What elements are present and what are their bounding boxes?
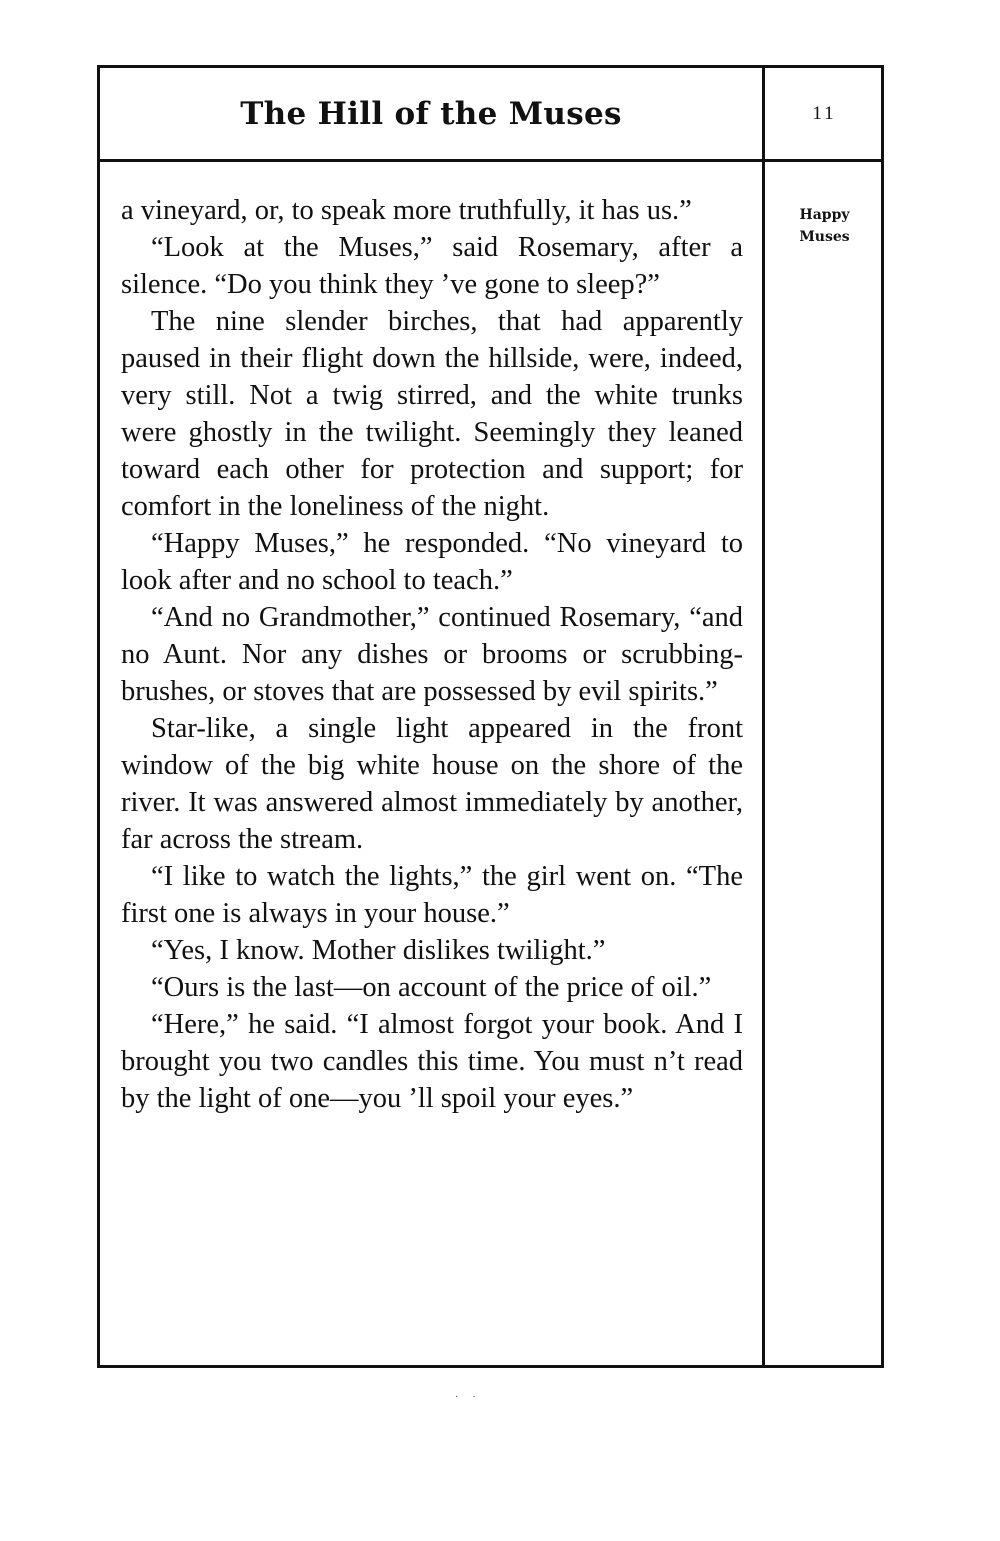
margin-note-line: Muses: [799, 229, 850, 245]
scan-specks: ··: [455, 1392, 490, 1403]
paragraph: “And no Grandmother,” continued Rosemary, “and no Aunt. Nor any dishes or brooms or scrubbing-brushes, or stoves that are possessed by evil spirits.”: [121, 602, 743, 707]
paragraph: “I like to watch the lights,” the girl went on. “The first one is always in your house.”: [121, 861, 743, 929]
paragraph: Star-like, a single light appeared in the front window of the big white house on the shore of the river. It was answered almost immediately by another, far across the stream.: [121, 713, 743, 855]
margin-note: [765, 204, 884, 248]
paragraph: a vineyard, or, to speak more truthfully, it has us.”: [121, 195, 692, 226]
paragraph: “Here,” he said. “I almost forgot your book. And I brought you two candles this time. You must n’t read by the light of one—you ’ll spoil your eyes.”: [121, 1009, 743, 1114]
margin-note-line: Happy: [799, 207, 850, 223]
page-number: 11: [812, 102, 837, 124]
page-frame: [97, 65, 884, 1368]
paragraph: “Look at the Muses,” said Rosemary, after a silence. “Do you think they ’ve gone to sleep?”: [121, 232, 743, 300]
body-text: [121, 192, 743, 1117]
paragraph: “Yes, I know. Mother dislikes twilight.”: [151, 935, 606, 966]
paragraph: “Happy Muses,” he responded. “No vineyard to look after and no school to teach.”: [121, 528, 743, 596]
margin-column-divider: [762, 68, 765, 1365]
paragraph: “Ours is the last—on account of the price of oil.”: [151, 972, 712, 1003]
paragraph: The nine slender birches, that had apparently paused in their flight down the hillside, were, indeed, very still. Not a twig stirred, and the white trunks were ghostly in the twilight. Seemingly they leaned toward each other for protection and support; for comfort in the loneliness of the night.: [121, 306, 743, 522]
running-title: The Hill of the Muses: [240, 95, 622, 132]
